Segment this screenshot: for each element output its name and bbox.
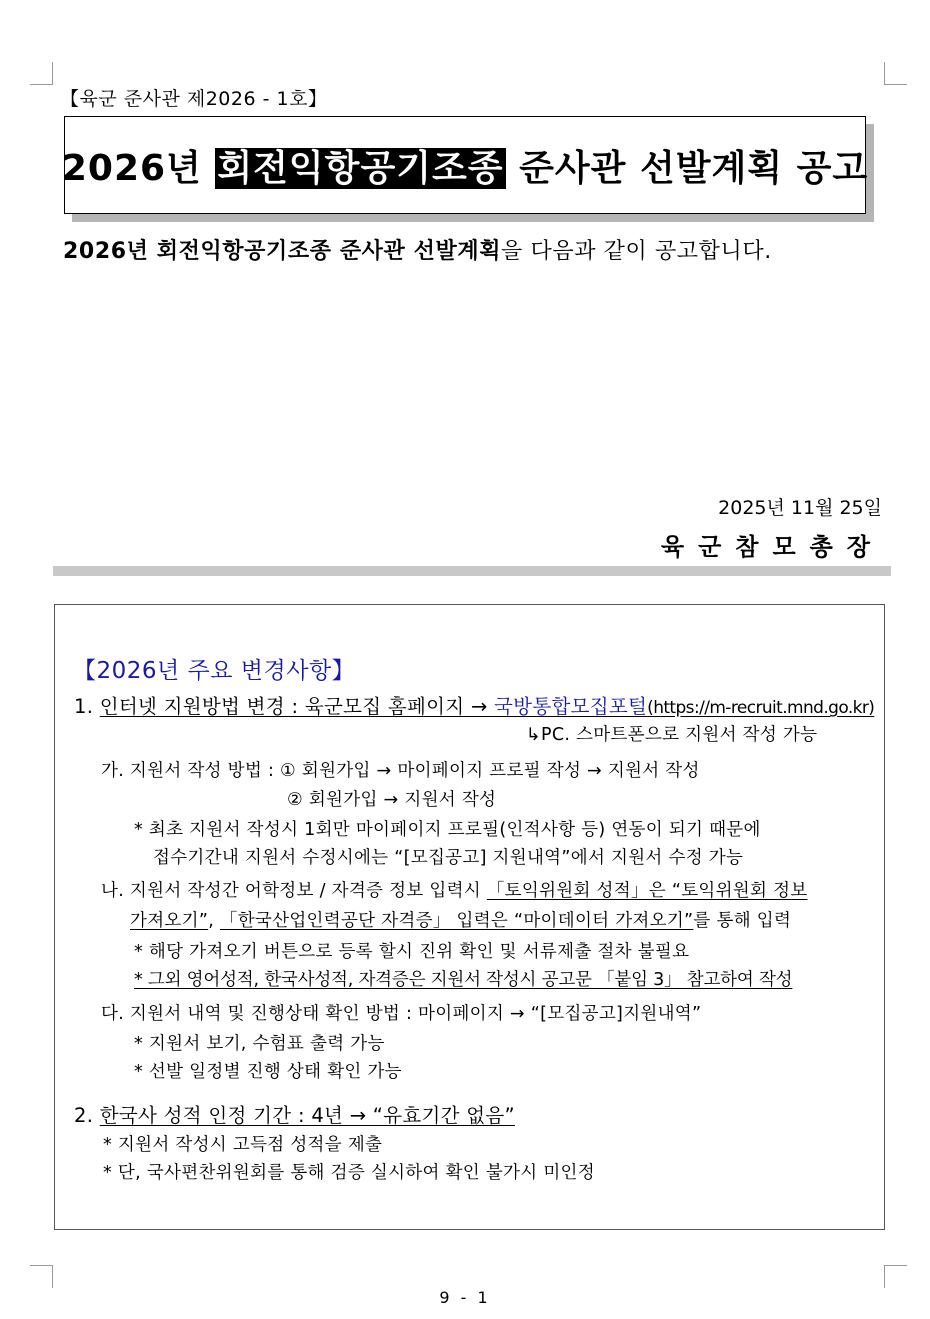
page-title <box>62 140 868 191</box>
na-line2b: , <box>208 911 220 931</box>
item2-line <box>74 1100 515 1128</box>
na-line2c: 「한국산업인력공단 자격증」 입력은 “마이데이터 가져오기” <box>219 911 694 931</box>
na-star1: * 해당 가져오기 버튼으로 등록 할시 진위 확인 및 서류제출 절차 불필요 <box>134 942 690 962</box>
title-prefix: 2026년 <box>61 147 216 189</box>
crop-mark-top-left <box>30 62 53 85</box>
na-line1b: 「토익위원회 성적」은 “토익위원회 정보 <box>486 881 808 901</box>
da-star2: * 선발 일정별 진행 상태 확인 가능 <box>134 1062 402 1082</box>
na-line1 <box>101 877 808 902</box>
ga-line2: ② 회원가입 → 지원서 작성 <box>287 790 497 810</box>
ga-line1: 가. 지원서 작성 방법 : ① 회원가입 → 마이페이지 프로필 작성 → 지원서 작성 <box>101 761 700 781</box>
portal-link[interactable]: 국방통합모집포털 <box>494 695 648 718</box>
item1-heading: 1. <box>74 695 100 718</box>
intro-bold: 2026년 회전익항공기조종 준사관 선발계획 <box>63 239 502 264</box>
na-line2 <box>130 907 791 932</box>
item1-underlined <box>100 695 875 718</box>
crop-mark-bottom-left <box>30 1265 53 1288</box>
intro-text <box>63 234 772 265</box>
na-line2d: 를 통해 입력 <box>693 911 792 931</box>
ga-star1: * 최초 지원서 작성시 1회만 마이페이지 프로필(인적사항 등) 연동이 되기 때문에 <box>134 820 761 840</box>
intro-rest: 을 다음과 같이 공고합니다. <box>501 239 772 264</box>
portal-url[interactable]: (https://m-recruit.mnd.go.kr) <box>647 698 875 718</box>
na-star2: * 그외 영어성적, 한국사성적, 자격증은 지원서 작성시 공고문 「붙임 3」 참고하여 작성 <box>134 970 793 990</box>
title-box <box>61 116 869 214</box>
item1-line <box>74 691 874 719</box>
page-number: 9 - 1 <box>439 1288 491 1307</box>
announcement-date: 2025년 11월 25일 <box>718 497 882 519</box>
crop-mark-bottom-right <box>884 1265 907 1288</box>
ga-star1b: 접수기간내 지원서 수정시에는 “[모집공고] 지원내역”에서 지원서 수정 가능 <box>153 848 744 868</box>
crop-mark-top-right <box>884 62 907 85</box>
divider-bar <box>53 566 891 576</box>
na-line1a: 나. 지원서 작성간 어학정보 / 자격증 정보 입력시 <box>101 881 487 901</box>
da-star1: * 지원서 보기, 수험표 출력 가능 <box>134 1034 385 1054</box>
document-number: 【육군 준사관 제2026 - 1호】 <box>60 88 328 110</box>
item2-text: 한국사 성적 인정 기간 : 4년 → “유효기간 없음” <box>99 1104 515 1127</box>
item1-note: ↳PC. 스마트폰으로 지원서 작성 가능 <box>526 725 818 745</box>
title-highlight: 회전익항공기조종 <box>217 147 504 189</box>
signer: 육군참모총장 <box>660 533 884 561</box>
changes-title: 【2026년 주요 변경사항】 <box>73 658 356 684</box>
item2-star1: * 지원서 작성시 고득점 성적을 제출 <box>103 1135 383 1155</box>
item1-text: 인터넷 지원방법 변경 : 육군모집 홈페이지 → <box>99 695 495 718</box>
title-suffix: 준사관 선발계획 공고 <box>505 147 869 189</box>
item2-heading: 2. <box>74 1104 100 1127</box>
da-line1: 다. 지원서 내역 및 진행상태 확인 방법 : 마이페이지 → “[모집공고]지원내역” <box>101 1004 702 1024</box>
na-line2a: 가져오기” <box>130 911 209 931</box>
item2-star2: * 단, 국사편찬위원회를 통해 검증 실시하여 확인 불가시 미인정 <box>103 1163 595 1183</box>
